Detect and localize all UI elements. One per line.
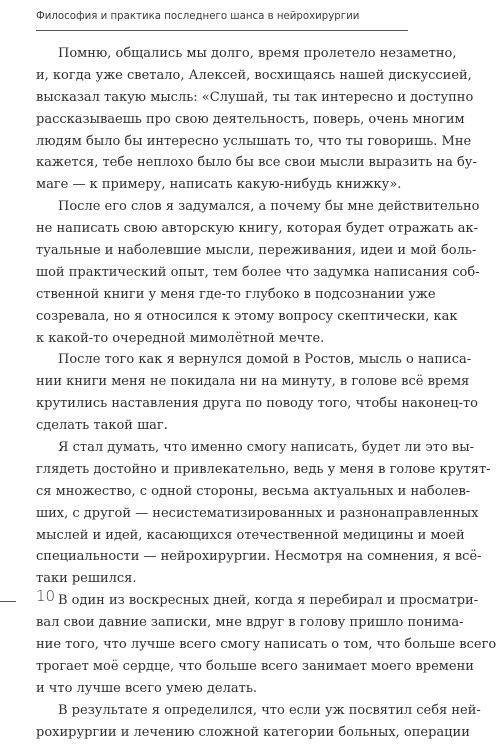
text-line: и что лучше всего умею делать.	[36, 680, 258, 696]
text-line: После того как я вернулся домой в Ростов, мысль о написа-	[58, 352, 472, 368]
text-line: глядеть достойно и привлекательно, ведь у меня в голове крутят-	[36, 461, 491, 477]
text-line: ся множество, с одной стороны, весьма актуальных и наболев-	[36, 483, 471, 499]
text-line: ших, с другой — несистематизированных и разнонаправленных	[36, 505, 479, 521]
body-text	[36, 43, 496, 744]
text-line: высказал такую мысль: «Слушай, ты так интересно и доступно	[36, 89, 474, 105]
text-line: вал свои давние записки, мне вдруг в голову пришло понима-	[36, 615, 464, 631]
text-line: В результате я определился, что если уж посвятил себя ней-	[58, 702, 481, 718]
text-line: шой практический опыт, тем более что задумка написания соб-	[36, 264, 480, 280]
text-line: ственной книги у меня где-то глубоко в подсознании уже	[36, 286, 436, 302]
text-line: не написать свою авторскую книгу, которая будет отражать ак-	[36, 221, 478, 237]
text-line: маге — к примеру, написать какую-нибудь книжку».	[36, 177, 402, 193]
text-line: В один из воскресных дней, когда я перебирал и просматри-	[58, 593, 479, 609]
text-line: рохирургии и лечению сложной категории больных, операции	[36, 724, 470, 740]
text-line: к какой-то очередной мимолётной мечте.	[36, 330, 325, 346]
text-line: сделать такой шаг.	[36, 418, 168, 434]
text-line: мыслей и идей, касающихся отечественной медицины и моей	[36, 527, 465, 543]
text-line: рассказываешь про свою деятельность, поверь, очень многим	[36, 111, 465, 127]
page-number: 10	[36, 587, 56, 605]
running-header: Философия и практика последнего шанса в нейрохирургии	[36, 11, 360, 22]
text-line: крутились наставления друга по поводу того, чтобы наконец-то	[36, 396, 478, 412]
text-line: кажется, тебе неплохо было бы все свои мысли выразить на бу-	[36, 155, 477, 171]
footer-rule	[0, 601, 16, 602]
text-line: людям было бы интересно услышать то, что ты говоришь. Мне	[36, 133, 472, 149]
text-line: нии книги меня не покидала ни на минуту, в голове всё время	[36, 374, 470, 390]
text-line: туальные и наболевшие мысли, переживания, идеи и мой боль-	[36, 243, 477, 259]
text-line: Я стал думать, что именно смогу написать, будет ли это вы-	[58, 440, 474, 456]
text-line: таки решился.	[36, 571, 137, 587]
text-line: После его слов я задумался, а почему бы мне действительно	[58, 199, 480, 215]
text-line: и, когда уже светало, Алексей, восхищаясь нашей дискуссией,	[36, 67, 472, 83]
text-line: специальности — нейрохирургии. Несмотря на сомнения, я всё-	[36, 549, 482, 565]
header-rule	[36, 30, 408, 31]
text-line: ние того, что лучше всего смогу написать о том, что больше всего	[36, 637, 496, 653]
text-line: трогает моё сердце, что больше всего занимает моего времени	[36, 658, 474, 674]
text-line: созревала, но я относился к этому вопросу скептически, как	[36, 308, 458, 324]
text-line: Помню, общались мы долго, время пролетело незаметно,	[58, 46, 457, 61]
